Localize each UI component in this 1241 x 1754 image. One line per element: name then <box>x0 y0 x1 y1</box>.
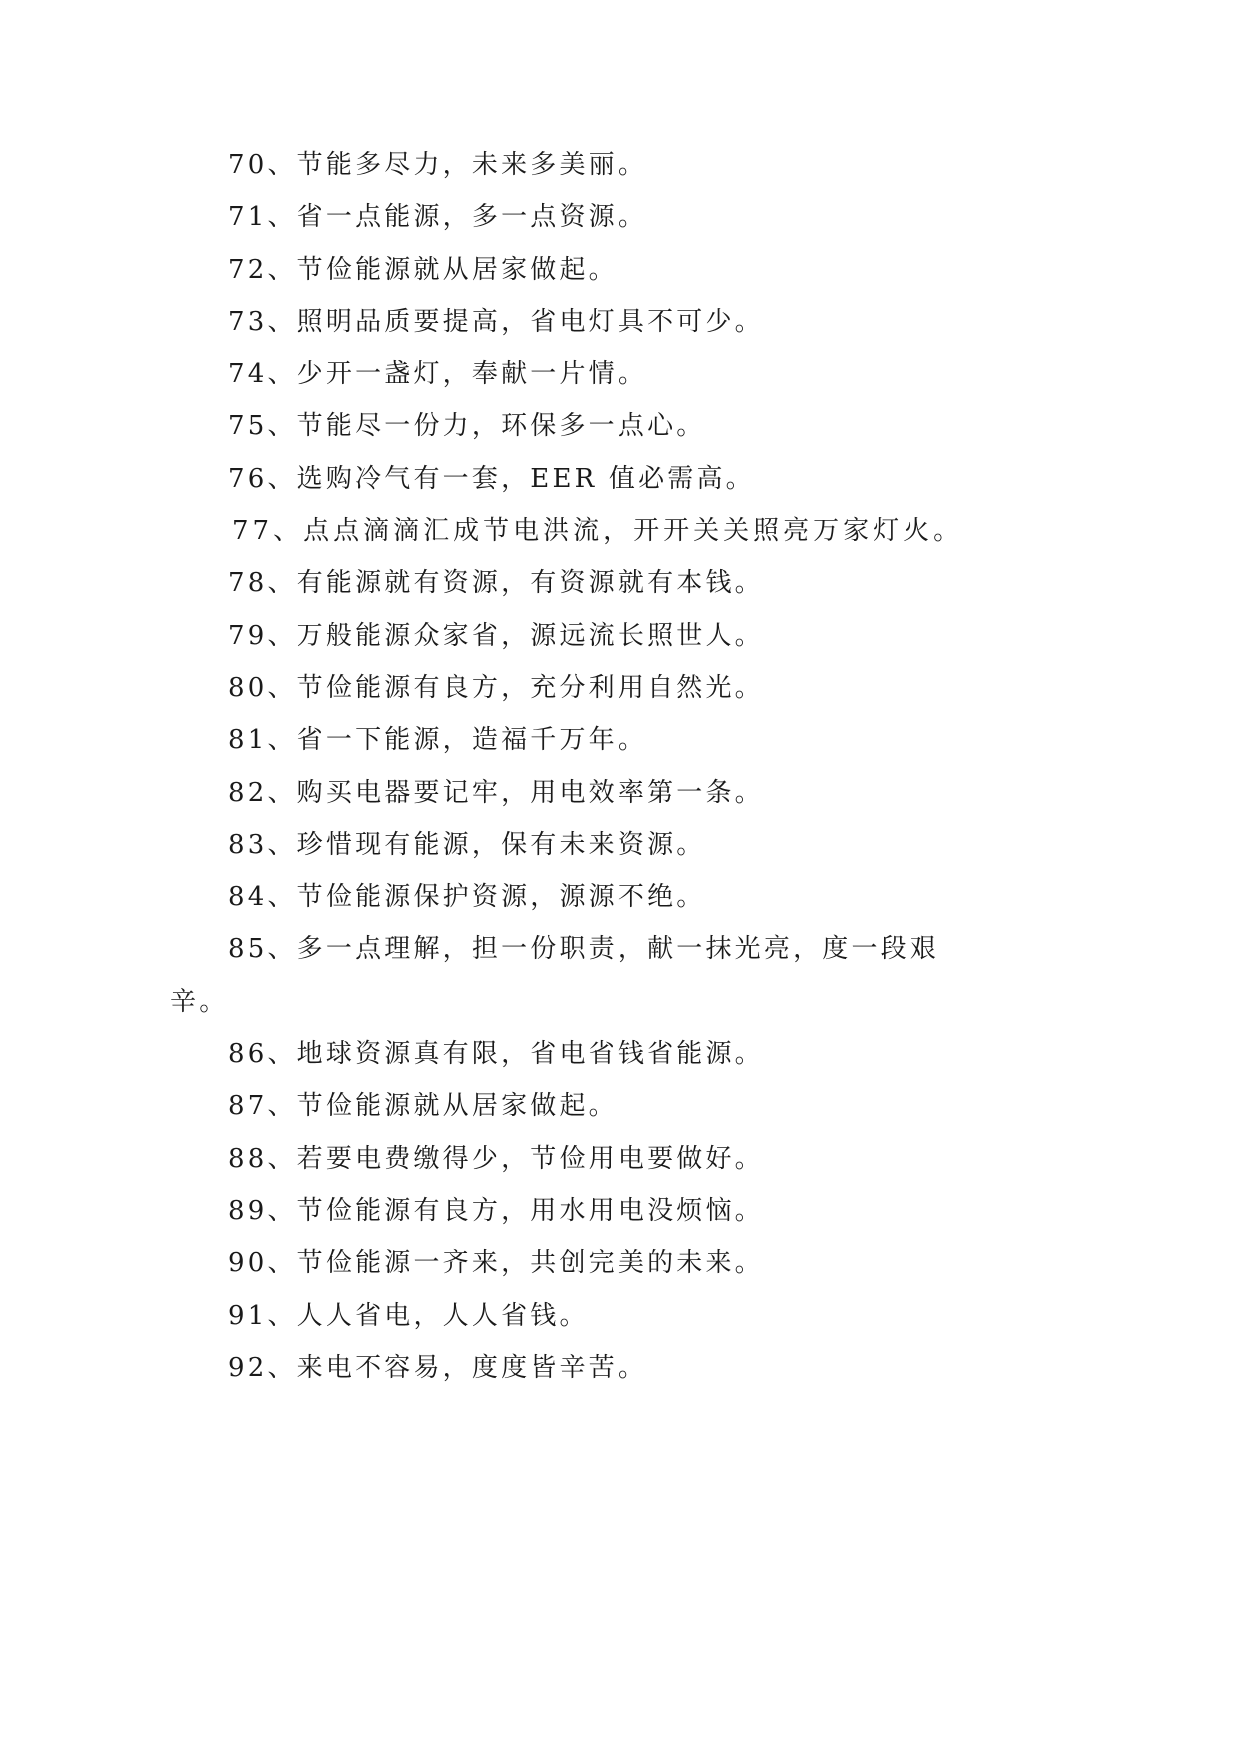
slogan-item: 75、节能尽一份力，环保多一点心。 <box>228 411 706 442</box>
slogan-item: 87、节俭能源就从居家做起。 <box>228 1091 618 1122</box>
slogan-item: 84、节俭能源保护资源，源源不绝。 <box>228 882 706 913</box>
slogan-item: 83、珍惜现有能源，保有未来资源。 <box>228 829 706 860</box>
slogan-item: 91、人人省电，人人省钱。 <box>228 1300 589 1331</box>
slogan-item: 73、照明品质要提高，省电灯具不可少。 <box>228 306 764 337</box>
slogan-item: 70、节能多尽力，未来多美丽。 <box>228 150 648 180</box>
slogan-item: 76、选购冷气有一套，EER 值必需高。 <box>228 463 755 494</box>
slogan-item: 85、多一点理解，担一份职责，献一抹光亮，度一段艰辛。 <box>170 934 940 1017</box>
slogan-item: 78、有能源就有资源，有资源就有本钱。 <box>228 568 764 599</box>
slogan-item: 71、省一点能源，多一点资源。 <box>228 202 648 233</box>
slogan-item: 80、节俭能源有良方，充分利用自然光。 <box>228 672 764 703</box>
slogan-item: 92、来电不容易，度度皆辛苦。 <box>228 1352 648 1383</box>
slogan-item: 79、万般能源众家省，源远流长照世人。 <box>228 620 764 651</box>
slogan-item: 90、节俭能源一齐来，共创完美的未来。 <box>228 1248 764 1279</box>
slogan-item: 72、节俭能源就从居家做起。 <box>228 254 618 285</box>
slogan-item: 81、省一下能源，造福千万年。 <box>228 725 648 756</box>
slogan-item: 88、若要电费缴得少，节俭用电要做好。 <box>228 1143 764 1174</box>
slogan-item: 86、地球资源真有限，省电省钱省能源。 <box>228 1039 764 1070</box>
slogan-item: 82、购买电器要记牢，用电效率第一条。 <box>228 777 764 808</box>
slogan-item: 77、点点滴滴汇成节电洪流，开开关关照亮万家灯火。 <box>232 516 964 547</box>
slogan-list <box>170 139 970 1394</box>
slogan-item: 74、少开一盏灯，奉献一片情。 <box>228 359 648 390</box>
slogan-item: 89、节俭能源有良方，用水用电没烦恼。 <box>228 1195 764 1226</box>
